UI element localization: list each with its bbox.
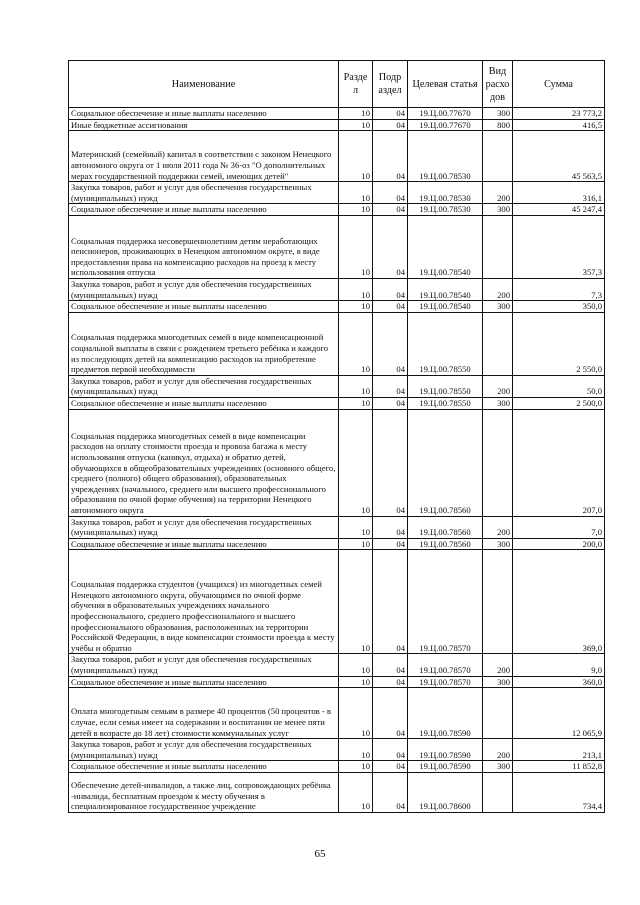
table-row <box>69 654 605 676</box>
cell-summa: 11 852,8 <box>513 761 605 773</box>
cell-vid: 200 <box>483 739 513 761</box>
cell-podrazdel: 04 <box>373 301 408 313</box>
cell-celevaya: 19.Ц.00.78560 <box>408 538 483 550</box>
cell-name: Материнский (семейный) капитал в соответствии с законом Ненецкого автономного округа от 1 июля 2011 года № 36-оз "О дополнительных мерах государственной поддержки семей, имеющих детей" <box>69 131 339 182</box>
cell-razdel: 10 <box>339 278 373 300</box>
cell-celevaya: 19.Ц.00.78540 <box>408 301 483 313</box>
table-row <box>69 739 605 761</box>
cell-celevaya: 19.Ц.00.78540 <box>408 215 483 278</box>
cell-summa: 2 500,0 <box>513 397 605 409</box>
cell-celevaya: 19.Ц.00.78530 <box>408 182 483 204</box>
table-body <box>69 108 605 813</box>
header-razdel: Разде л <box>339 61 373 108</box>
table-row <box>69 108 605 120</box>
cell-name: Иные бюджетные ассигнования <box>69 119 339 131</box>
cell-summa: 357,3 <box>513 215 605 278</box>
cell-podrazdel: 04 <box>373 397 408 409</box>
cell-razdel: 10 <box>339 772 373 812</box>
cell-name: Обеспечение детей-инвалидов, а также лиц, сопровождающих ребёнка -инвалида, бесплатным проездом к месту обучения в специализированное государственное учреждение <box>69 772 339 812</box>
table-header-row <box>69 61 605 108</box>
cell-name: Закупка товаров, работ и услуг для обеспечения государственных (муниципальных) нужд <box>69 654 339 676</box>
cell-vid: 200 <box>483 182 513 204</box>
cell-name: Социальное обеспечение и иные выплаты населению <box>69 676 339 688</box>
cell-summa: 23 773,2 <box>513 108 605 120</box>
cell-celevaya: 19.Ц.00.78550 <box>408 375 483 397</box>
cell-name: Социальная поддержка студентов (учащихся) из многодетных семей Ненецкого автономного округа, обучающимся по очной форме обучения в образовательных учреждениях начального профессионального, среднего профессионального и высшего профессионального образования, расположенных на территории Российской Федерации, в виде компенсации стоимости проезда к месту учёбы и обратно <box>69 550 339 654</box>
table-row <box>69 215 605 278</box>
cell-vid: 200 <box>483 375 513 397</box>
cell-podrazdel: 04 <box>373 538 408 550</box>
cell-name: Закупка товаров, работ и услуг для обеспечения государственных (муниципальных) нужд <box>69 739 339 761</box>
cell-razdel: 10 <box>339 301 373 313</box>
cell-name: Социальное обеспечение и иные выплаты населению <box>69 538 339 550</box>
cell-razdel: 10 <box>339 688 373 739</box>
cell-summa: 7,0 <box>513 516 605 538</box>
cell-name: Социальное обеспечение и иные выплаты населению <box>69 301 339 313</box>
cell-vid: 800 <box>483 119 513 131</box>
cell-celevaya: 19.Ц.00.78550 <box>408 397 483 409</box>
cell-podrazdel: 04 <box>373 312 408 375</box>
cell-vid: 300 <box>483 301 513 313</box>
header-vid: Вид расхо дов <box>483 61 513 108</box>
cell-podrazdel: 04 <box>373 654 408 676</box>
cell-vid <box>483 131 513 182</box>
cell-summa: 213,1 <box>513 739 605 761</box>
cell-celevaya: 19.Ц.00.78550 <box>408 312 483 375</box>
cell-razdel: 10 <box>339 739 373 761</box>
cell-summa: 2 550,0 <box>513 312 605 375</box>
cell-celevaya: 19.Ц.00.77670 <box>408 119 483 131</box>
cell-razdel: 10 <box>339 654 373 676</box>
cell-razdel: 10 <box>339 119 373 131</box>
cell-celevaya: 19.Ц.00.78560 <box>408 409 483 516</box>
cell-vid: 300 <box>483 538 513 550</box>
cell-name: Социальное обеспечение и иные выплаты населению <box>69 204 339 216</box>
cell-vid <box>483 772 513 812</box>
table-row <box>69 538 605 550</box>
cell-podrazdel: 04 <box>373 516 408 538</box>
cell-celevaya: 19.Ц.00.78570 <box>408 654 483 676</box>
cell-razdel: 10 <box>339 516 373 538</box>
cell-name: Закупка товаров, работ и услуг для обеспечения государственных (муниципальных) нужд <box>69 516 339 538</box>
cell-name: Закупка товаров, работ и услуг для обеспечения государственных (муниципальных) нужд <box>69 375 339 397</box>
table-row <box>69 516 605 538</box>
cell-name: Оплата многодетным семьям в размере 40 процентов (50 процентов - в случае, если семья имеет на содержании и воспитании не менее пяти детей в возрасте до 18 лет) стоимости коммунальных услуг <box>69 688 339 739</box>
cell-name: Социальное обеспечение и иные выплаты населению <box>69 761 339 773</box>
cell-vid <box>483 312 513 375</box>
cell-podrazdel: 04 <box>373 688 408 739</box>
table-row <box>69 375 605 397</box>
cell-razdel: 10 <box>339 538 373 550</box>
header-summa: Сумма <box>513 61 605 108</box>
cell-summa: 316,1 <box>513 182 605 204</box>
cell-summa: 9,0 <box>513 654 605 676</box>
cell-summa: 734,4 <box>513 772 605 812</box>
cell-vid: 300 <box>483 397 513 409</box>
cell-name: Закупка товаров, работ и услуг для обеспечения государственных (муниципальных) нужд <box>69 182 339 204</box>
table-row <box>69 204 605 216</box>
cell-celevaya: 19.Ц.00.78530 <box>408 131 483 182</box>
cell-vid <box>483 550 513 654</box>
cell-celevaya: 19.Ц.00.78560 <box>408 516 483 538</box>
cell-razdel: 10 <box>339 108 373 120</box>
header-celevaya: Целевая статья <box>408 61 483 108</box>
cell-razdel: 10 <box>339 312 373 375</box>
cell-summa: 416,5 <box>513 119 605 131</box>
cell-podrazdel: 04 <box>373 772 408 812</box>
cell-summa: 350,0 <box>513 301 605 313</box>
cell-celevaya: 19.Ц.00.78590 <box>408 739 483 761</box>
table-row <box>69 278 605 300</box>
cell-podrazdel: 04 <box>373 375 408 397</box>
table-row <box>69 119 605 131</box>
table-row <box>69 131 605 182</box>
cell-vid: 200 <box>483 654 513 676</box>
cell-vid: 300 <box>483 204 513 216</box>
cell-razdel: 10 <box>339 215 373 278</box>
cell-celevaya: 19.Ц.00.78570 <box>408 676 483 688</box>
cell-celevaya: 19.Ц.00.77670 <box>408 108 483 120</box>
cell-podrazdel: 04 <box>373 204 408 216</box>
cell-vid: 200 <box>483 516 513 538</box>
cell-name: Социальная поддержка несовершеннолетним детям неработающих пенсионеров, проживающих в Ненецком автономном округе, в виде предоставления права на компенсацию расходов на проезд к месту использования отпуска <box>69 215 339 278</box>
cell-podrazdel: 04 <box>373 761 408 773</box>
cell-celevaya: 19.Ц.00.78590 <box>408 688 483 739</box>
cell-celevaya: 19.Ц.00.78570 <box>408 550 483 654</box>
cell-razdel: 10 <box>339 676 373 688</box>
cell-celevaya: 19.Ц.00.78540 <box>408 278 483 300</box>
cell-summa: 45 247,4 <box>513 204 605 216</box>
table-row <box>69 676 605 688</box>
budget-table <box>68 60 605 813</box>
cell-vid: 300 <box>483 761 513 773</box>
cell-razdel: 10 <box>339 131 373 182</box>
cell-summa: 207,0 <box>513 409 605 516</box>
cell-vid: 200 <box>483 278 513 300</box>
cell-name: Социальное обеспечение и иные выплаты населению <box>69 108 339 120</box>
cell-razdel: 10 <box>339 397 373 409</box>
table-row <box>69 688 605 739</box>
table-row <box>69 182 605 204</box>
cell-vid <box>483 215 513 278</box>
cell-podrazdel: 04 <box>373 739 408 761</box>
cell-podrazdel: 04 <box>373 676 408 688</box>
table-row <box>69 397 605 409</box>
cell-podrazdel: 04 <box>373 131 408 182</box>
cell-podrazdel: 04 <box>373 108 408 120</box>
header-name: Наименование <box>69 61 339 108</box>
table-row <box>69 301 605 313</box>
table-row <box>69 409 605 516</box>
cell-summa: 50,0 <box>513 375 605 397</box>
header-podrazdel: Подр аздел <box>373 61 408 108</box>
cell-summa: 360,0 <box>513 676 605 688</box>
cell-vid <box>483 688 513 739</box>
cell-vid: 300 <box>483 676 513 688</box>
cell-podrazdel: 04 <box>373 215 408 278</box>
cell-summa: 12 065,9 <box>513 688 605 739</box>
cell-razdel: 10 <box>339 550 373 654</box>
cell-razdel: 10 <box>339 409 373 516</box>
cell-summa: 200,0 <box>513 538 605 550</box>
page-number: 65 <box>314 848 326 860</box>
cell-summa: 7,3 <box>513 278 605 300</box>
cell-name: Социальная поддержка многодетных семей в виде компенсации расходов на оплату стоимости проезда и провоза багажа к месту использования отпуска (каникул, отдыха) и обратно детей, обучающихся в общеобразовательных учреждениях (основного общего, среднего (полного) общего образования), образовательных учреждениях (начального, среднего или высшего профессионального образования по очной форме обучения) на территории Ненецкого автономного округа <box>69 409 339 516</box>
cell-vid <box>483 409 513 516</box>
cell-summa: 369,0 <box>513 550 605 654</box>
cell-celevaya: 19.Ц.00.78600 <box>408 772 483 812</box>
table-row <box>69 761 605 773</box>
table-row <box>69 772 605 812</box>
cell-podrazdel: 04 <box>373 550 408 654</box>
table-row <box>69 312 605 375</box>
cell-podrazdel: 04 <box>373 278 408 300</box>
cell-name: Закупка товаров, работ и услуг для обеспечения государственных (муниципальных) нужд <box>69 278 339 300</box>
cell-name: Социальное обеспечение и иные выплаты населению <box>69 397 339 409</box>
cell-podrazdel: 04 <box>373 119 408 131</box>
cell-podrazdel: 04 <box>373 409 408 516</box>
cell-summa: 45 563,5 <box>513 131 605 182</box>
cell-razdel: 10 <box>339 761 373 773</box>
cell-razdel: 10 <box>339 182 373 204</box>
cell-podrazdel: 04 <box>373 182 408 204</box>
cell-name: Социальная поддержка многодетных семей в виде компенсационной социальной выплаты в связи с рождением третьего ребёнка и каждого из последующих детей на компенсацию расходов на приобретение предметов первой необходимости <box>69 312 339 375</box>
cell-razdel: 10 <box>339 204 373 216</box>
table-row <box>69 550 605 654</box>
cell-celevaya: 19.Ц.00.78530 <box>408 204 483 216</box>
cell-razdel: 10 <box>339 375 373 397</box>
cell-celevaya: 19.Ц.00.78590 <box>408 761 483 773</box>
cell-vid: 300 <box>483 108 513 120</box>
